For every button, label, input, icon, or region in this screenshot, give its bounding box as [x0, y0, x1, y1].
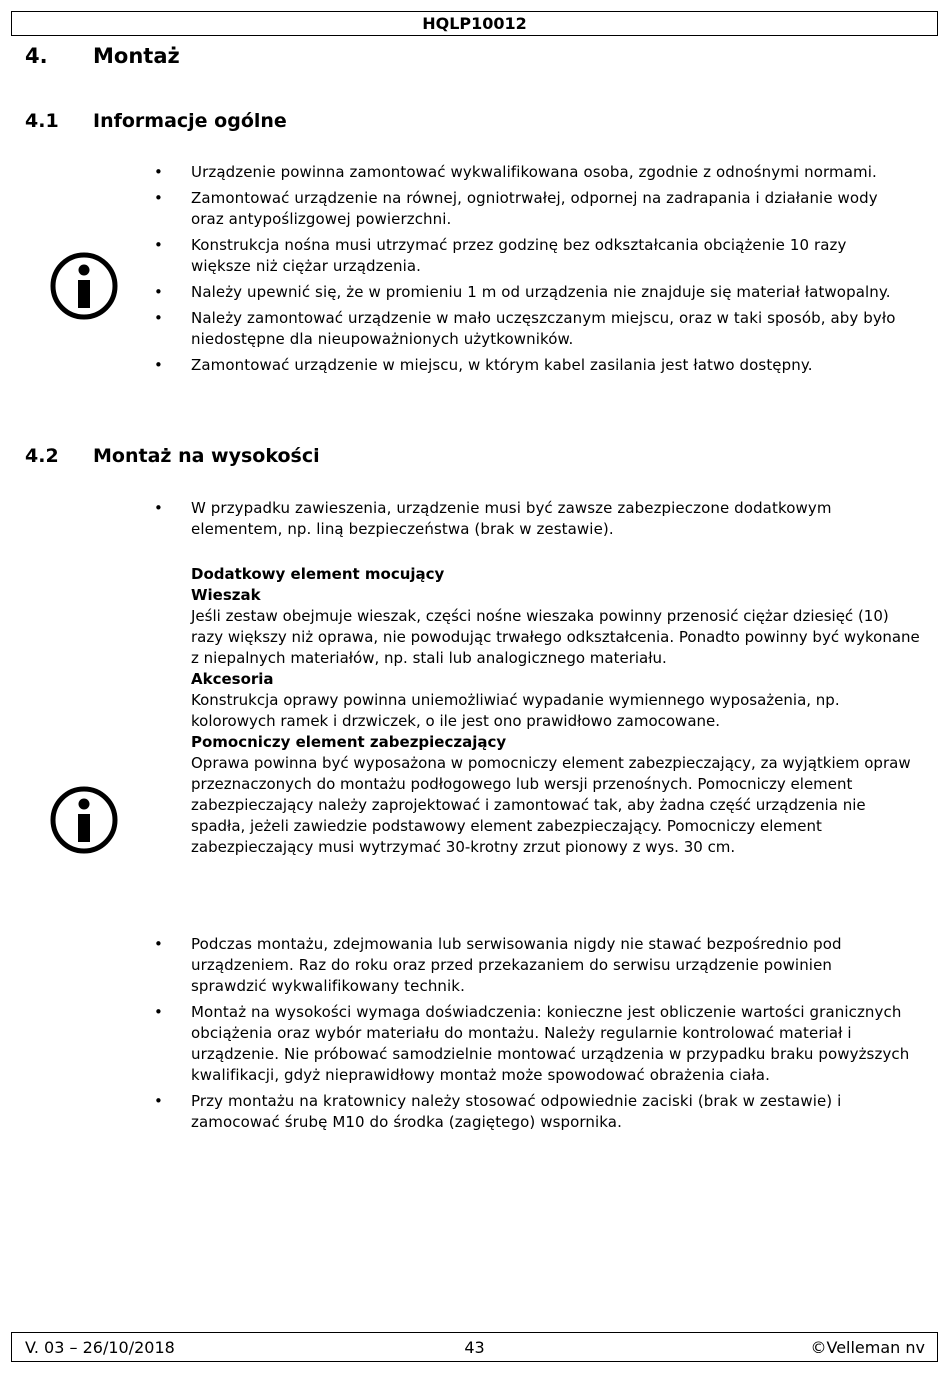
additional-fixing-block	[191, 564, 921, 858]
bullet-glyph: •	[154, 189, 163, 207]
subheading-hanger: Wieszak	[191, 586, 261, 604]
section-heading-4-1	[25, 110, 287, 132]
footer-page-number: 43	[464, 1338, 485, 1357]
list-item: • Przy montażu na kratownicy należy stosować odpowiednie zaciski (brak w zestawie) i zamocować śrubę M10 do środka (zagiętego) wspornika.	[154, 1092, 842, 1131]
bullet-glyph: •	[154, 283, 163, 301]
bullet-glyph: •	[154, 163, 163, 181]
bullet-glyph: •	[154, 236, 163, 254]
list-item: • Zamontować urządzenie w miejscu, w którym kabel zasilania jest łatwo dostępny.	[154, 356, 813, 374]
list-item: • Montaż na wysokości wymaga doświadczenia: konieczne jest obliczenie wartości granicznych obciążenia oraz wybór materiału do montażu. Należy regularnie kontrolować materiał i urządzenie. Nie próbować samodzielnie montować urządzenia w przypadku braku powyższych kwalifikacji, gdyż nieprawidłowy montaż może spowodować obrażenia ciała.	[154, 1003, 910, 1084]
paragraph-hanger: Jeśli zestaw obejmuje wieszak, części nośne wieszaka powinny przenosić ciężar dziesięć (10) razy większy niż oprawa, nie powodując trwałego odkształcenia. Ponadto powinny być wykonane z niepalnych materiałów, np. stali lub analogicznego materiału.	[191, 607, 920, 667]
footer-copyright: ©Velleman nv	[810, 1338, 925, 1357]
list-item: • Należy zamontować urządzenie w mało uczęszczanym miejscu, oraz w taki sposób, aby było niedostępne dla nieupoważnionych użytkowników.	[154, 309, 896, 348]
section-number: 4.	[25, 44, 48, 68]
list-item: • Zamontować urządzenie na równej, ogniotrwałej, odpornej na zadrapania i działanie wody oraz antypoślizgowej powierzchni.	[154, 189, 878, 228]
section-title: Montaż	[93, 44, 180, 68]
subheading-accessories: Akcesoria	[191, 670, 274, 688]
subheading-secondary-safety: Pomocniczy element zabezpieczający	[191, 733, 507, 751]
bullet-glyph: •	[154, 935, 163, 953]
paragraph-secondary-safety: Oprawa powinna być wyposażona w pomocniczy element zabezpieczający, za wyjątkiem opraw przeznaczonych do montażu podłogowego lub wersji przenośnych. Pomocniczy element zabezpieczający należy zaprojektować i zamontować tak, aby żadna część urządzenia nie spadła, jeżeli zawiedzie podstawowy element zabezpieczający. Pomocniczy element zabezpieczający musi wytrzymać 30-krotny zrzut pionowy z wys. 30 cm.	[191, 754, 911, 856]
list-item: • Podczas montażu, zdejmowania lub serwisowania nigdy nie stawać bezpośrednio pod urządzeniem. Raz do roku oraz przed przekazaniem do serwisu urządzenie powinien sprawdzić wykwalifikowany technik.	[154, 935, 842, 995]
height-mounting-intro-list	[150, 498, 910, 545]
height-mounting-list	[150, 934, 910, 1138]
info-icon	[49, 251, 119, 321]
section-title: Montaż na wysokości	[93, 445, 320, 467]
section-heading-4	[25, 44, 180, 68]
bullet-glyph: •	[154, 1003, 163, 1021]
bullet-glyph: •	[154, 499, 163, 517]
list-item: • Urządzenie powinna zamontować wykwalifikowana osoba, zgodnie z odnośnymi normami.	[154, 163, 877, 181]
list-item: • Konstrukcja nośna musi utrzymać przez godzinę bez odkształcania obciążenie 10 razy większe niż ciężar urządzenia.	[154, 236, 847, 275]
info-icon	[49, 785, 119, 855]
section-number: 4.1	[25, 110, 59, 132]
general-info-list	[150, 162, 910, 381]
list-item: • Należy upewnić się, że w promieniu 1 m od urządzenia nie znajduje się materiał łatwopalny.	[154, 283, 891, 301]
block-heading: Dodatkowy element mocujący	[191, 565, 445, 583]
footer-version: V. 03 – 26/10/2018	[25, 1338, 175, 1357]
section-title: Informacje ogólne	[93, 110, 287, 132]
bullet-glyph: •	[154, 309, 163, 327]
list-item: • W przypadku zawieszenia, urządzenie musi być zawsze zabezpieczone dodatkowym elementem, np. liną bezpieczeństwa (brak w zestawie).	[154, 499, 832, 538]
paragraph-accessories: Konstrukcja oprawy powinna uniemożliwiać wypadanie wymiennego wyposażenia, np. kolorowych ramek i drzwiczek, o ile jest ono prawidłowo zamocowane.	[191, 691, 840, 730]
document-header-code: HQLP10012	[11, 11, 938, 36]
section-number: 4.2	[25, 445, 59, 467]
page-footer	[11, 1332, 938, 1362]
bullet-glyph: •	[154, 356, 163, 374]
bullet-glyph: •	[154, 1092, 163, 1110]
section-heading-4-2	[25, 445, 320, 467]
